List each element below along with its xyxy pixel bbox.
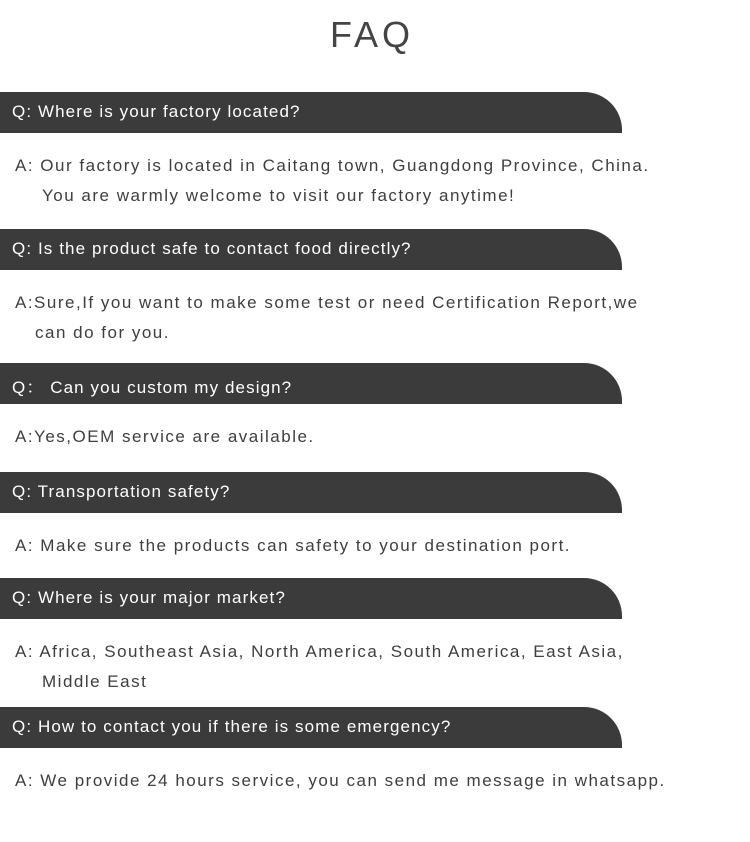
faq-answer xyxy=(15,151,740,211)
faq-question-text: Q： Can you custom my design? xyxy=(12,378,293,397)
faq-answer-line: A:Sure,If you want to make some test or need Certification Report,we xyxy=(15,293,639,312)
faq-answer-line: A:Yes,OEM service are available. xyxy=(15,427,315,446)
faq-answer-line: A: Africa, Southeast Asia, North America, South America, East Asia, xyxy=(15,642,624,661)
faq-question-text: Q: Transportation safety? xyxy=(12,482,231,501)
faq-question-bar[interactable] xyxy=(0,707,622,748)
faq-answer-line: can do for you. xyxy=(35,323,170,342)
faq-answer-line: A: Our factory is located in Caitang town, Guangdong Province, China. xyxy=(15,156,650,175)
faq-answer xyxy=(15,766,740,796)
page-title: FAQ xyxy=(329,14,415,55)
faq-question-text: Q: How to contact you if there is some emergency? xyxy=(12,717,452,736)
faq-answer-line: You are warmly welcome to visit our factory anytime! xyxy=(42,186,516,205)
faq-answer-line: A: We provide 24 hours service, you can send me message in whatsapp. xyxy=(15,771,666,790)
faq-question-text: Q: Where is your factory located? xyxy=(12,102,301,121)
faq-answer xyxy=(15,637,740,697)
faq-answer xyxy=(15,531,740,561)
faq-answer-line: A: Make sure the products can safety to your destination port. xyxy=(15,536,572,555)
faq-question-bar[interactable] xyxy=(0,363,622,404)
faq-question-text: Q: Is the product safe to contact food directly? xyxy=(12,239,412,258)
faq-question-bar[interactable] xyxy=(0,229,622,270)
faq-question-bar[interactable] xyxy=(0,472,622,513)
faq-answer-line: Middle East xyxy=(42,672,148,691)
faq-question-bar[interactable] xyxy=(0,92,622,133)
faq-question-text: Q: Where is your major market? xyxy=(12,588,286,607)
faq-question-bar[interactable] xyxy=(0,578,622,619)
faq-answer xyxy=(15,422,740,452)
faq-answer xyxy=(15,288,740,348)
